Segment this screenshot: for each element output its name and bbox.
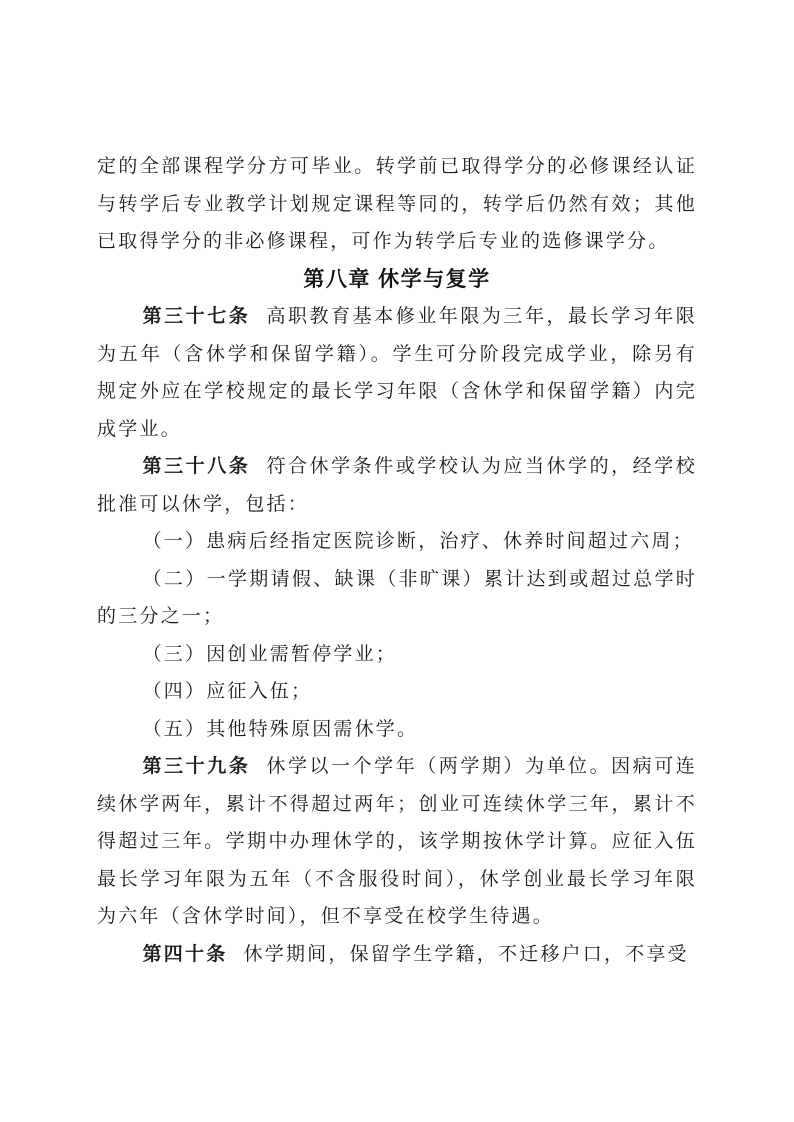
article-38-number: 第三十八条 [142, 456, 251, 477]
article-40-number: 第四十条 [142, 943, 228, 965]
article-40-paragraph [97, 936, 697, 974]
article-38-paragraph [97, 448, 697, 523]
article-39-paragraph [97, 748, 697, 936]
article-38-item-2: （二）一学期请假、缺课（非旷课）累计达到或超过总学时的三分之一； [97, 568, 697, 627]
article-38-item-4: （四）应征入伍； [142, 681, 313, 702]
paragraph-continuation: 定的全部课程学分方可毕业。转学前已取得学分的必修课经认证与转学后专业教学计划规定课程等同的，转学后仍然有效；其他已取得学分的非必修课程，可作为转学后专业的选修课学分。 [97, 156, 697, 252]
article-37-paragraph [97, 298, 697, 448]
article-40-text: 休学期间，保留学生学籍，不迁移户口，不享受 [243, 943, 689, 965]
article-38-item-1: （一）患病后经指定医院诊断，治疗、休养时间超过六周； [142, 531, 694, 552]
article-38-text: 符合休学条件或学校认为应当休学的，经学校批准可以休学，包括： [97, 456, 697, 515]
article-37-number: 第三十七条 [142, 306, 251, 327]
article-38-item-3: （三）因创业需暂停学业； [142, 643, 397, 665]
document-body [97, 148, 697, 973]
article-37-text: 高职教育基本修业年限为三年，最长学习年限为五年（含休学和保留学籍）。学生可分阶段完成学业，除另有规定外应在学校规定的最长学习年限（含休学和保留学籍）内完成学业。 [97, 306, 697, 440]
article-39-text: 休学以一个学年（两学期）为单位。因病可连续休学两年，累计不得超过两年；创业可连续休学三年，累计不得超过三年。学期中办理休学的，该学期按休学计算。应征入伍最长学习年限为五年（不含服役时间），休学创业最长学习年限为六年（含休学时间），但不享受在校学生待遇。 [97, 756, 697, 927]
article-39-number: 第三十九条 [142, 756, 251, 777]
article-38-item-5: （五）其他特殊原因需休学。 [142, 718, 419, 740]
chapter-heading: 第八章 休学与复学 [303, 267, 491, 291]
